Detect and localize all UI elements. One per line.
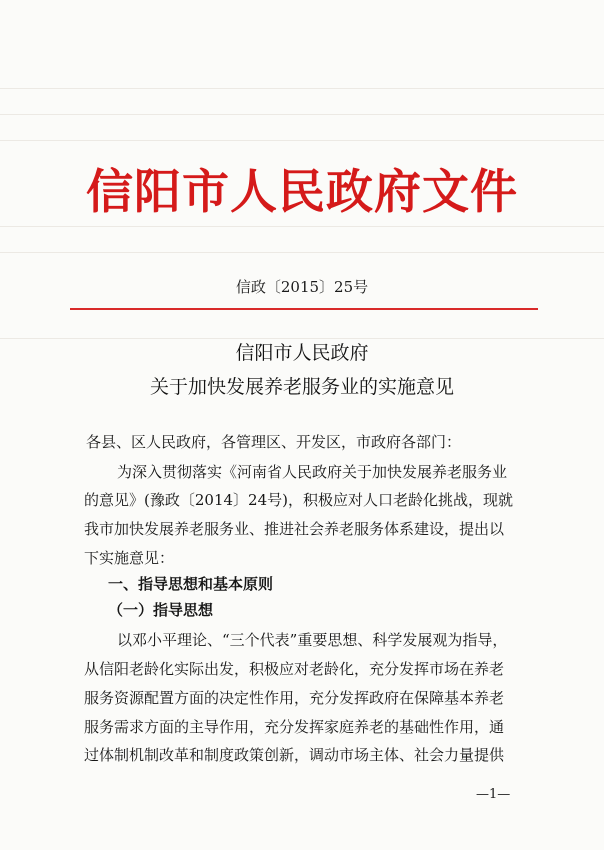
subsection-heading: （一）指导思想 [108,601,214,619]
paragraph-line: 过体制机制改革和制度政策创新，调动市场主体、社会力量提供 [84,746,505,764]
document-number: 信政〔2015〕25号 [235,278,369,296]
paragraph-line: 服务资源配置方面的决定性作用，充分发挥政府在保障基本养老 [84,689,505,707]
show-through-line [0,226,604,227]
salutation: 各县、区人民政府，各管理区、开发区，市政府各部门： [86,433,462,451]
document-title-line-2: 关于加快发展养老服务业的实施意见 [149,376,454,398]
paragraph-line: 下实施意见： [84,549,175,567]
paragraph-line: 服务需求方面的主导作用，充分发挥家庭养老的基础性作用，通 [84,718,505,736]
paragraph-line: 我市加快发展养老服务业、推进社会养老服务体系建设，提出以 [84,520,505,538]
red-divider-line [70,308,538,310]
paragraph-line: 为深入贯彻落实《河南省人民政府关于加快发展养老服务业 [117,463,508,481]
document-title-line-1: 信阳市人民政府 [235,342,369,364]
paragraph-line: 的意见》(豫政〔2014〕24号)，积极应对人口老龄化挑战，现就 [84,491,513,509]
section-heading: 一、指导思想和基本原则 [108,575,274,593]
show-through-line [0,114,604,115]
document-header-title: 信阳市人民政府文件 [86,165,518,220]
show-through-line [0,88,604,89]
paragraph-line: 从信阳老龄化实际出发，积极应对老龄化，充分发挥市场在养老 [84,660,505,678]
paragraph-line: 以邓小平理论、“三个代表”重要思想、科学发展观为指导， [117,631,508,649]
show-through-line [0,140,604,141]
show-through-line [0,252,604,253]
page-number: —1— [476,787,511,802]
